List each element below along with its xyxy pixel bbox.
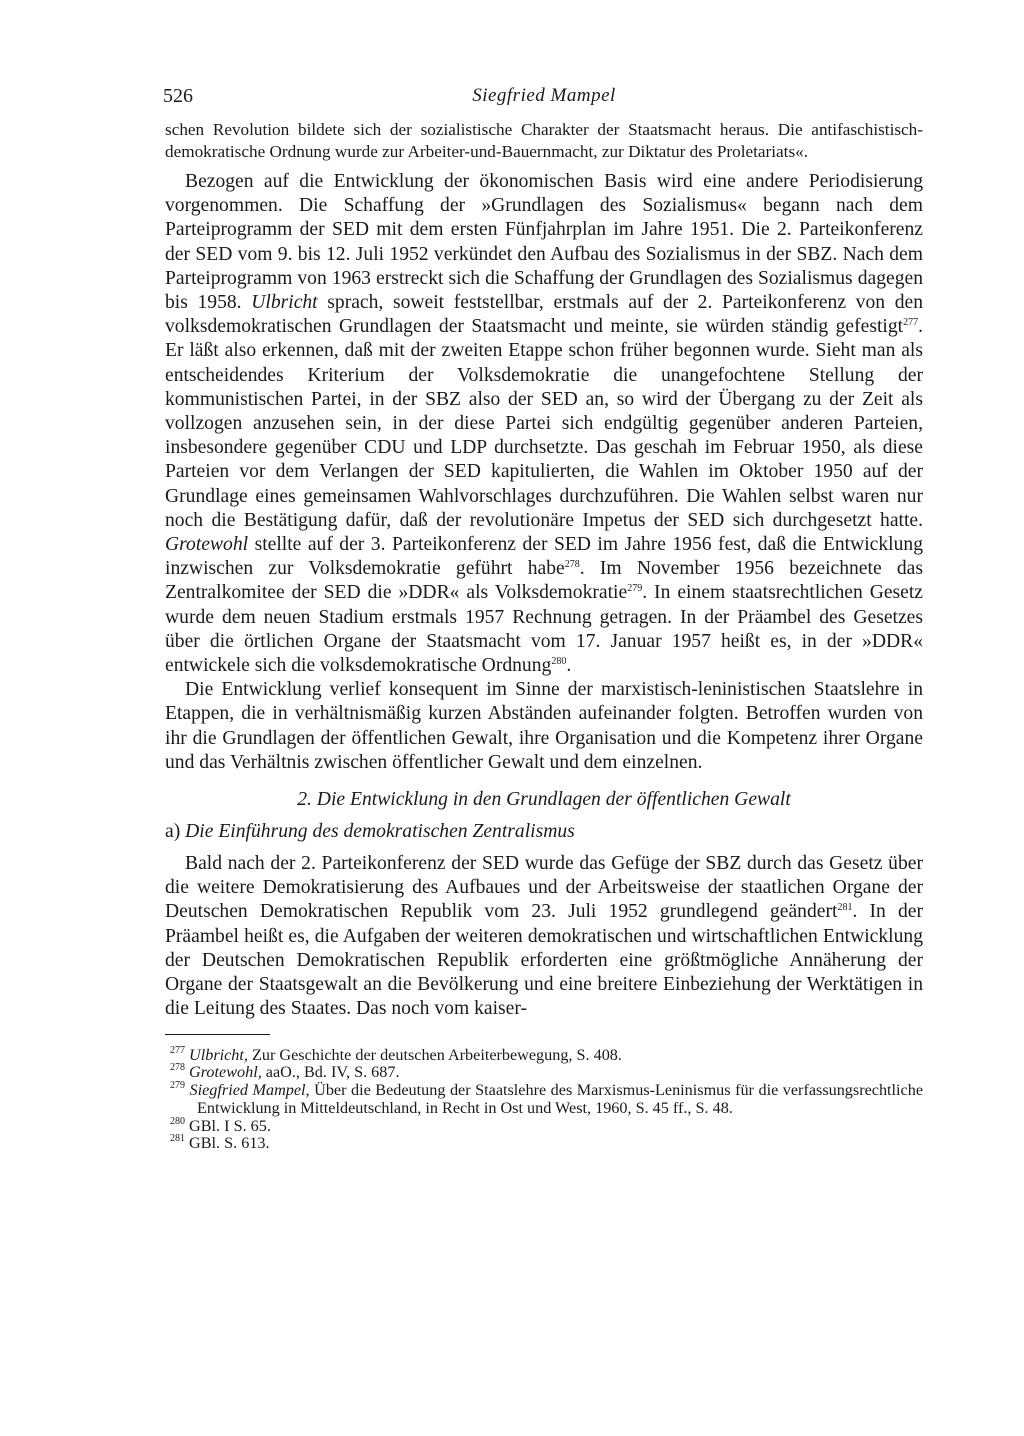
footnote [165, 1064, 923, 1082]
footnote-author: Grotewohl, [189, 1063, 262, 1082]
footnote-number: 277 [170, 1044, 185, 1056]
footnote-text: GBl. S. 613. [189, 1134, 270, 1153]
footnote-text: Zur Geschichte der deutschen Arbeiterbewegung, S. 408. [252, 1045, 622, 1064]
p3-text-2: . In der Präambel heißt es, die Aufgaben der weiteren demokratischen und wirtschaftlichen Entwicklung der Deutschen Demokratischen Republik erforderten eine größtmögliche Annäherung der Organe der Staatsgewalt an die Bevölkerung und eine breitere Einbeziehung der Werktätigen in die Leitung des Staates. Das noch vom kaiser- [165, 901, 923, 1020]
footnote [165, 1115, 923, 1136]
footnote-text: Über die Bedeutung der Staatslehre des Marxismus-Leninismus für die verfassungsrechtliche Entwicklung in Mitteldeutschland, in Recht in Ost und West, 1960, S. 45 ff., S. 48. [197, 1081, 924, 1117]
p3-text-1: Bald nach der 2. Parteikonferenz der SED wurde das Gefüge der SBZ durch das Gesetz über die weitere Demokratisierung des Aufbaues und der Arbeitsweise der staatlichen Organe der Deutschen Demokratischen Republik vom 23. Juli 1952 grundlegend geändert [165, 853, 923, 923]
footnote-number: 278 [170, 1062, 185, 1074]
footnote [165, 1135, 923, 1153]
page-header [165, 85, 923, 119]
book-page [165, 85, 923, 1153]
p1-text-6: . In einem staatsrechtlichen Gesetz wurde dem neuen Stadium erstmals 1957 Rechnung getragen. In der Präambel des Gesetzes über die örtlichen Organe der Staatsmacht vom 17. Januar 1957 heißt es, in der »DDR« entwickele sich die volksdemokratische Ordnung [165, 582, 924, 677]
p1-text-7: . [566, 655, 572, 677]
p1-text-5: . Im November 1956 bezeichnete das Zentralkomitee der SED die »DDR« als Volksdemokratie [165, 558, 923, 604]
intro-paragraph: schen Revolution bildete sich der sozialistische Charakter der Staatsmacht heraus. Die antifaschistisch-demokratische Ordnung wurde zur Arbeiter-und-Bauernmacht, zur Diktatur des Proletariats«. [165, 120, 923, 161]
footnote-author: Ulbricht, [189, 1045, 248, 1064]
footnote [165, 1044, 923, 1065]
footnote-ref-278: 278 [564, 559, 580, 571]
p1-text-3: . Er läßt also erkennen, daß mit der zweiten Etappe schon früher begonnen wurde. Sieht man als entscheidendes Kriterium der Volksdemokratie die unangefochtene Stellung der kommunistischen Partei, in der SBZ also der SED an, so wird der Übergang zu der Zeit als vollzogen anzusehen sein, in der diese Partei sich endgültig gegenüber anderen Parteien, insbesondere gegenüber CDU und LDP durchsetzte. Das geschah im Februar 1950, als diese Parteien vor dem Verlangen der SED kapitulierten, die Wahlen im Oktober 1950 auf der Grundlage eines gemeinsamen Wahlvorschlages durchzuführen. Die Wahlen selbst waren nur noch die Bestätigung dafür, daß der revolutionäre Impetus der SED sich durchgesetzt hatte. [165, 316, 923, 531]
subsection-heading [165, 820, 923, 844]
footnote-ref-277: 277 [903, 317, 919, 329]
footnote-ref-279: 279 [627, 583, 643, 595]
footnotes [165, 1044, 924, 1154]
page-number: 526 [163, 85, 193, 107]
subsection-title: Die Einführung des demokratischen Zentralismus [185, 821, 575, 843]
paragraph-2: Die Entwicklung verlief konsequent im Sinne der marxistisch-leninistischen Staatslehre in Etappen, die in verhältnismäßig kurzen Abständen aufeinander folgten. Betroffen wurden von ihr die Grundlagen der öffentlichen Gewalt, ihre Organisation und die Kompetenz ihrer Organe und das Verhältnis zwischen öffentlicher Gewalt und dem einzelnen. [165, 679, 923, 773]
footnote [165, 1082, 923, 1118]
author-name-grotewohl: Grotewohl [165, 534, 249, 556]
p1-text-2: sprach, soweit feststellbar, erstmals auf der 2. Parteikonferenz von den volksdemokratischen Grundlagen der Staatsmacht und meinte, sie würden ständig gefestigt [165, 292, 923, 338]
footnote-ref-281: 281 [837, 902, 853, 914]
footnote-author: Siegfried Mampel, [189, 1081, 310, 1100]
subsection-marker: a) [165, 821, 181, 843]
footnote-text: GBl. I S. 65. [189, 1116, 271, 1135]
footnote-text: aaO., Bd. IV, S. 687. [265, 1063, 400, 1082]
footnote-number: 279 [170, 1080, 185, 1092]
running-title: Siegfried Mampel [472, 85, 616, 106]
paragraph-1 [165, 170, 923, 678]
p1-text-1: Bezogen auf die Entwicklung der ökonomischen Basis wird eine andere Periodisierung vorgenommen. Die Schaffung der »Grundlagen des Sozialismus« begann nach dem Parteiprogramm der SED mit dem ersten Fünfjahrplan im Jahre 1951. Die 2. Parteikonferenz der SED vom 9. bis 12. Juli 1952 verkündet den Aufbau des Sozialismus in der SBZ. Nach dem Parteiprogramm von 1963 erstreckt sich die Schaffung der Grundlagen des Sozialismus dagegen bis 1958. [165, 171, 923, 314]
footnote-number: 281 [170, 1133, 185, 1145]
footnote-divider [165, 1034, 270, 1035]
author-name-ulbricht: Ulbricht [251, 292, 318, 314]
footnote-number: 280 [170, 1115, 185, 1127]
footnote-ref-280: 280 [551, 656, 567, 668]
p1-text-4: stellte auf der 3. Parteikonferenz der SED im Jahre 1956 fest, daß die Entwicklung inzwischen zur Volksdemokratie geführt habe [165, 534, 923, 580]
paragraph-3 [165, 852, 923, 1021]
section-heading: 2. Die Entwicklung in den Grundlagen der öffentlichen Gewalt [297, 789, 791, 811]
